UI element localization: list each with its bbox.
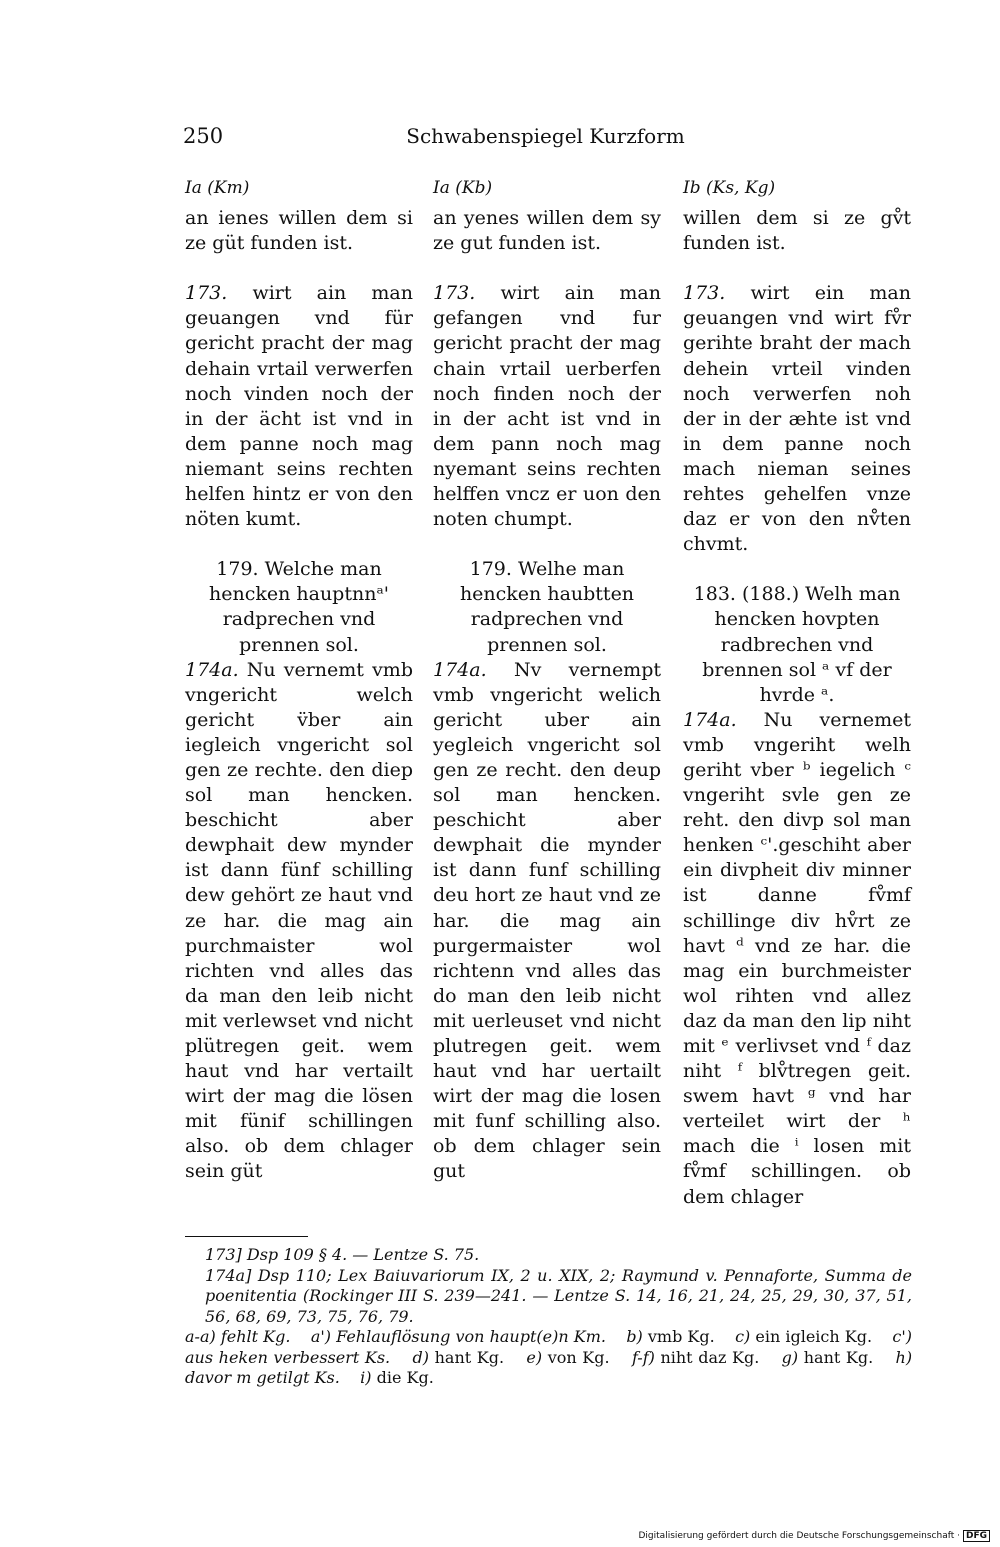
column-siglum: Ia (Kb) — [433, 178, 493, 198]
column-siglum: Ib (Ks, Kg) — [683, 178, 776, 198]
section-173 — [433, 281, 661, 532]
column-siglum: Ia (Km) — [185, 178, 250, 198]
section-174a — [683, 708, 911, 1210]
footnote-174a: 174a] Dsp 110; Lex Baiuvariorum IX, 2 u. XIX, 2; Raymund v. Pennaforte, Summa de poenitentia (Rockinger III S. 239—241. — Lentze S. 14, 16, 21, 24, 25, 29, 30, 37, 51, 56, 68, 69, 73, 75, 76, 79. — [205, 1265, 912, 1326]
section-173 — [185, 281, 413, 532]
section-text: wirt ain man geuangen vnd für gericht pracht der mag dehain vrtail verwerfen noch vinden noch der in der ächt ist vnd in dem panne noch mag niemant seins rechten helfen hintz er von den nöten kumt. — [185, 282, 413, 531]
variant-note: f-f) niht daz Kg. — [631, 1347, 760, 1367]
footnote-rule — [185, 1236, 308, 1237]
page-number: 250 — [183, 124, 224, 148]
variant-note: a-a) fehlt Kg. — [185, 1327, 291, 1346]
page-header — [183, 124, 908, 154]
variant-note: b) vmb Kg. — [626, 1327, 715, 1346]
section-number: 174a. — [185, 658, 239, 681]
dfg-logo: DFG — [963, 1530, 990, 1542]
section-text: wirt ein man geuangen vnd wirt fv̊r gerihte braht der mach dehein vrteil vinden noch verwerfen noh der in der æhte ist vnd in dem panne noch mach nieman seines rehtes gehelfen vnze daz er von den nv̊ten chvmt. — [683, 282, 911, 556]
section-heading: 179. Welche man hencken hauptnnᵃ' radprechen vnd prennen sol. — [208, 558, 390, 656]
opening-text: an ienes willen dem si ze güt funden ist. — [185, 207, 413, 255]
variant-note: e) von Kg. — [526, 1347, 610, 1367]
section-number: 173. — [185, 282, 228, 305]
section-text: wirt ain man gefangen vnd fur gericht pracht der mag chain vrtail uerberfen noch finden noch der in der acht ist vnd in dem pann noch mag nyemant seins rechten helffen vncz er uon den noten chumpt. — [433, 282, 661, 531]
section-heading: 183. (188.) Welh man hencken hovpten radbrechen vnd brennen sol ᵃ vf der hvrde ᵃ. — [693, 583, 901, 706]
variant-note: h) davor m getilgt Ks. — [185, 1347, 913, 1387]
section-number: 174a. — [433, 658, 487, 681]
digitization-credit — [639, 1531, 991, 1541]
column-ib-ks-kg — [683, 176, 911, 1210]
section-174a — [433, 658, 661, 1185]
section-text: Nu vernemet vmb vngeriht welh geriht vber ᵇ iegelich ᶜ vngeriht svle gen ze reht. den divp sol man henken ᶜ'.geschiht aber ein divpheit div minner ist danne fv̊mf schillinge div hv̊rt ze havt ᵈ vnd ze har. die mag ein burchmeister wol rihten vnd allez daz da man den lip niht mit ᵉ verlivset vnd ᶠ daz niht ᶠ blv̊tregen geit. swem havt ᵍ vnd har verteilet wirt der ʰ mach die ⁱ losen mit fv̊mf schillingen. ob dem chlager — [683, 708, 911, 1208]
section-number: 174a. — [683, 708, 737, 731]
running-title: Schwabenspiegel Kurzform — [406, 124, 685, 148]
opening-text: an yenes willen dem sy ze gut funden ist. — [433, 207, 661, 255]
section-number: 173. — [683, 282, 726, 305]
variant-notes — [185, 1327, 912, 1389]
section-text: Nv vernempt vmb vngericht welich gericht uber ain yegleich vngericht sol gen ze recht. den deup sol man hencken. peschicht aber dewphait die mynder ist dann funf schilling deu hort ze haut vnd ze har. die mag ain purgermaister wol richtenn vnd alles das do man den leib nicht mit uerleuset vnd nicht plutregen geit. wem haut vnd har uertailt wirt der mag die losen mit funf schilling also. ob dem chlager sein gut — [433, 658, 661, 1183]
variant-note: c') aus heken verbessert Ks. — [185, 1327, 913, 1367]
section-number: 173. — [433, 282, 476, 305]
variant-note: a') Fehlauflösung von haupt(e)n Km. — [310, 1327, 606, 1346]
column-ia-km — [185, 176, 413, 1185]
section-174a — [185, 658, 413, 1185]
opening-text: willen dem si ze gv̊t funden ist. — [683, 207, 911, 255]
column-ia-kb — [433, 176, 661, 1185]
section-heading: 179. Welhe man hencken haubtten radprechen vnd prennen sol. — [459, 558, 635, 656]
footnotes — [185, 1245, 912, 1389]
footnote-173: 173] Dsp 109 § 4. — Lentze S. 75. — [205, 1245, 480, 1264]
section-173 — [683, 281, 911, 557]
variant-note: g) hant Kg. — [781, 1347, 874, 1367]
variant-note: i) die Kg. — [360, 1368, 434, 1387]
credit-text: Digitalisierung gefördert durch die Deutsche Forschungsgemeinschaft · — [638, 1531, 960, 1541]
section-text: Nu vernemt vmb vngericht welch gericht v̈ber ain iegleich vngericht sol gen ze rechte. den diep sol man hencken. beschicht aber dewphait dew mynder ist dann fünf schilling dew gehört ze haut vnd ze har. die mag ain purchmaister wol richten vnd alles das da man den leib nicht mit verlewset vnd nicht plütregen geit. wem haut vnd har vertailt wirt der mag die lösen mit fünif schillingen also. ob dem chlager sein güt — [185, 658, 413, 1183]
variant-note: c) ein igleich Kg. — [735, 1327, 873, 1346]
variant-note: d) hant Kg. — [412, 1347, 505, 1367]
